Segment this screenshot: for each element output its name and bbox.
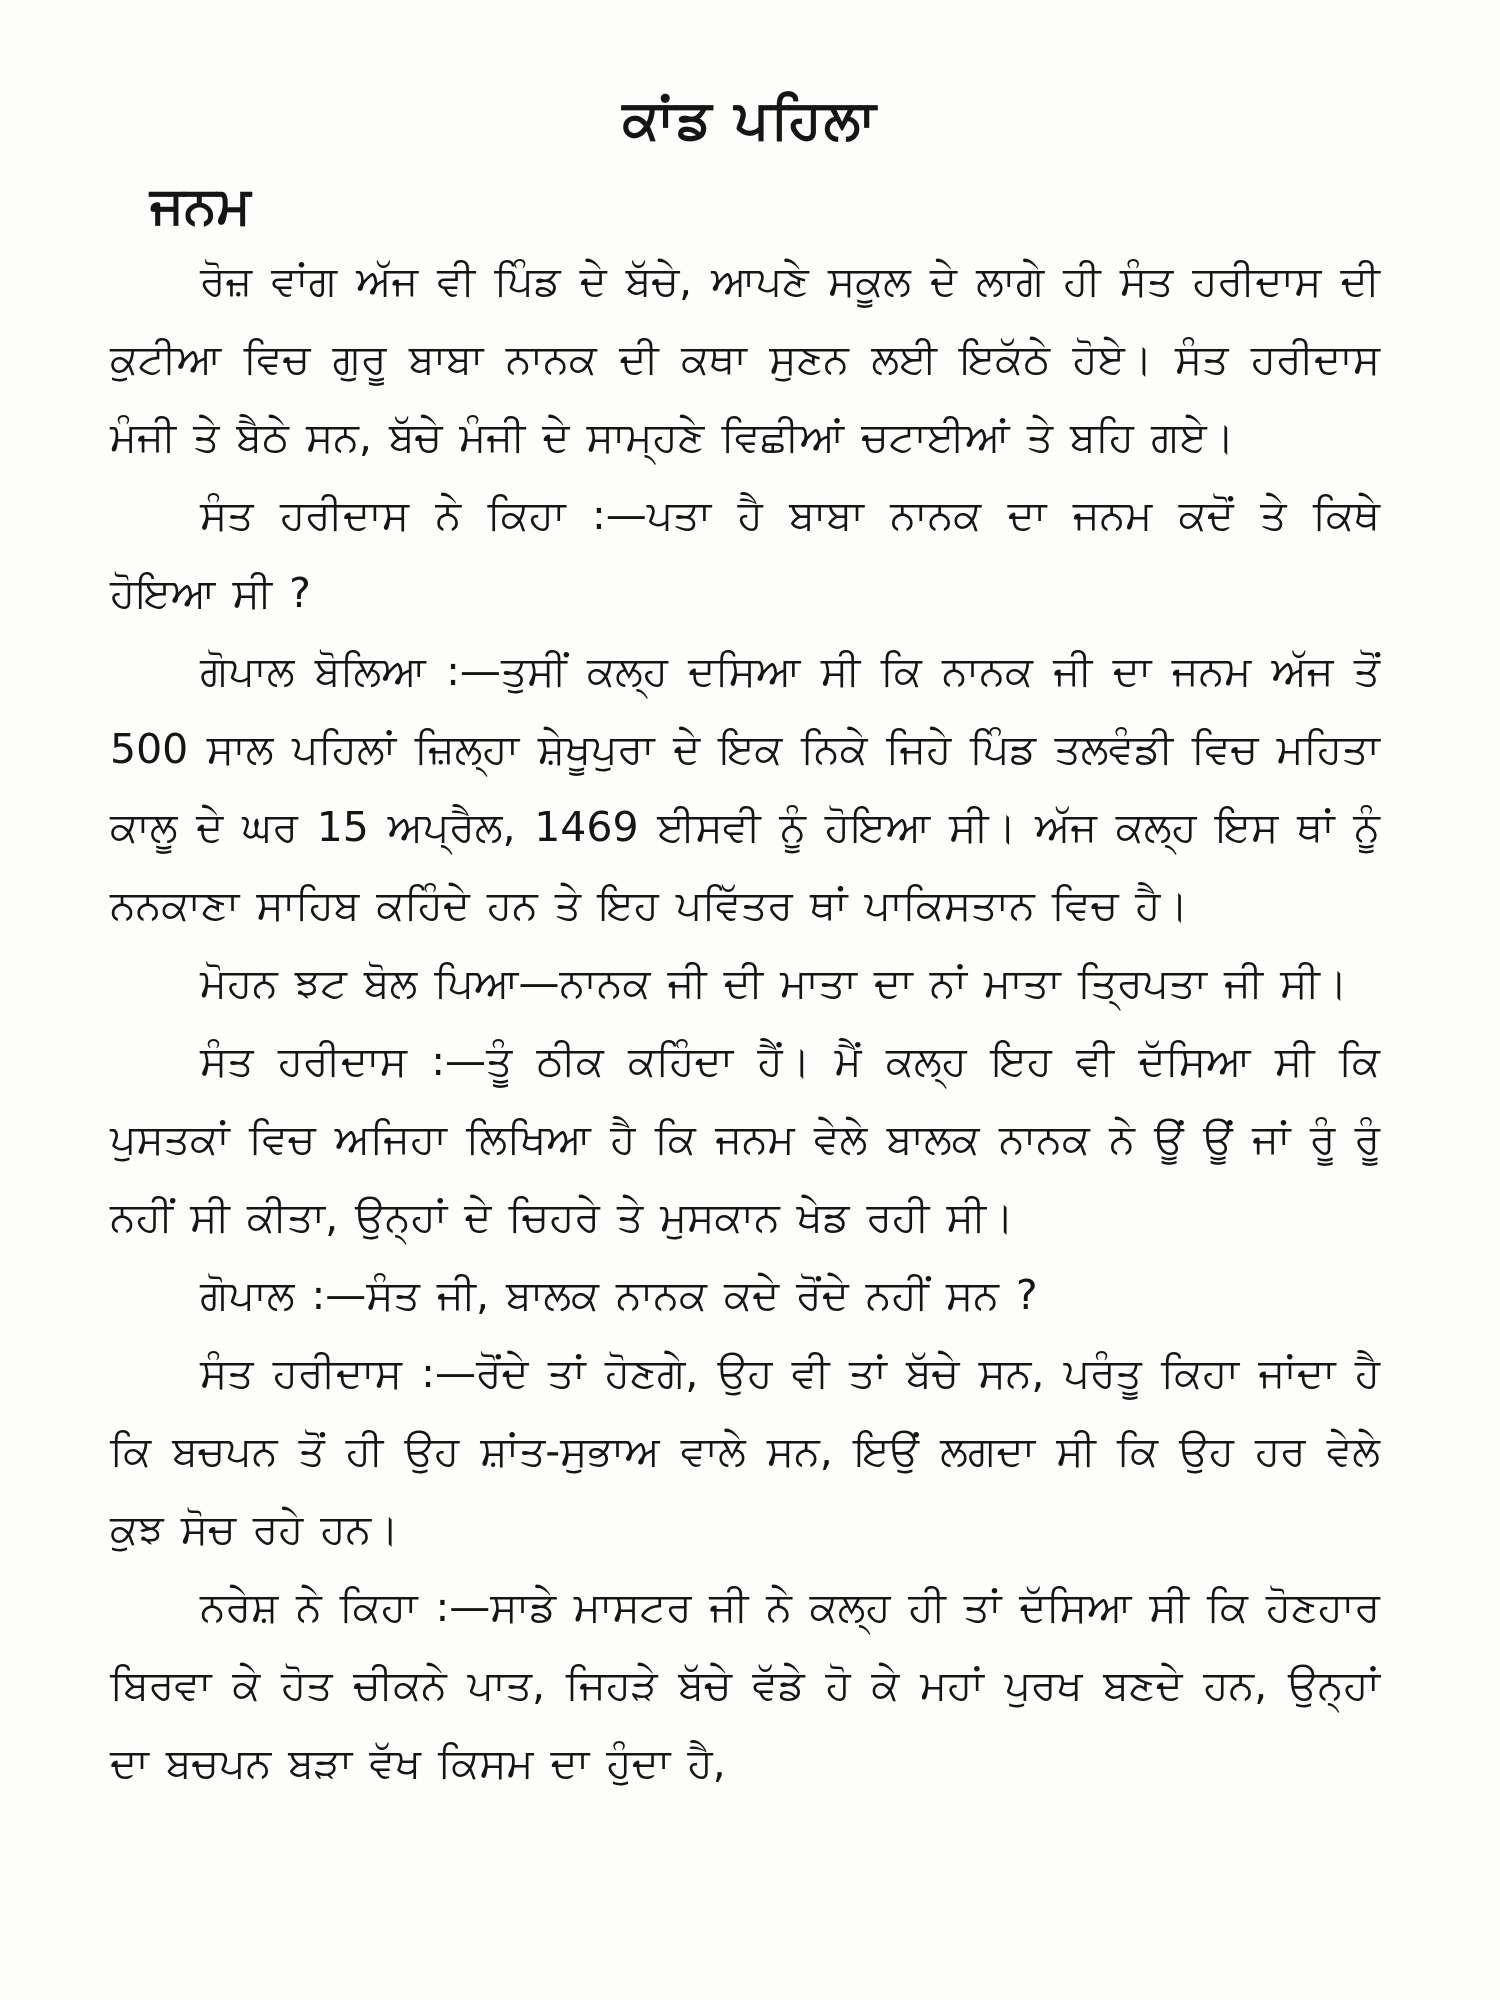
paragraph: ਗੋਪਾਲ :—ਸੰਤ ਜੀ, ਬਾਲਕ ਨਾਨਕ ਕਦੇ ਰੋਂਦੇ ਨਹੀਂ ਸਨ ? — [200, 1271, 1038, 1319]
paragraph: ਗੋਪਾਲ ਬੋਲਿਆ :—ਤੁਸੀਂ ਕਲ੍ਹ ਦਸਿਆ ਸੀ ਕਿ ਨਾਨਕ ਜੀ ਦਾ ਜਨਮ ਅੱਜ ਤੋਂ 500 ਸਾਲ ਪਹਿਲਾਂ ਜ਼ਿਲ੍ਹਾ ਸ਼ੇਖੂਪੁਰਾ ਦੇ ਇਕ ਨਿਕੇ ਜਿਹੇ ਪਿੰਡ ਤਲਵੰਡੀ ਵਿਚ ਮਹਿਤਾ ਕਾਲੂ ਦੇ ਘਰ 15 ਅਪ੍ਰੈਲ, 1469 ਈਸਵੀ ਨੂੰ ਹੋਇਆ ਸੀ। ਅੱਜ ਕਲ੍ਹ ਇਸ ਥਾਂ ਨੂੰ ਨਨਕਾਣਾ ਸਾਹਿਬ ਕਹਿੰਦੇ ਹਨ ਤੇ ਇਹ ਪਵਿੱਤਰ ਥਾਂ ਪਾਕਿਸਤਾਨ ਵਿਚ ਹੈ। — [110, 647, 1380, 929]
paragraph: ਨਰੇਸ਼ ਨੇ ਕਿਹਾ :—ਸਾਡੇ ਮਾਸਟਰ ਜੀ ਨੇ ਕਲ੍ਹ ਹੀ ਤਾਂ ਦੱਸਿਆ ਸੀ ਕਿ ਹੋਣਹਾਰ ਬਿਰਵਾ ਕੇ ਹੋਤ ਚੀਕਨੇ ਪਾਤ, ਜਿਹੜੇ ਬੱਚੇ ਵੱਡੇ ਹੋ ਕੇ ਮਹਾਂ ਪੁਰਖ ਬਣਦੇ ਹਨ, ਉਨ੍ਹਾਂ ਦਾ ਬਚਪਨ ਬੜਾ ਵੱਖ ਕਿਸਮ ਦਾ ਹੁੰਦਾ ਹੈ, — [110, 1583, 1380, 1787]
chapter-title: ਕਾਂਡ ਪਹਿਲਾ — [622, 88, 878, 151]
section-heading: ਜਨਮ — [150, 176, 251, 236]
paragraph: ਸੰਤ ਹਰੀਦਾਸ :—ਰੋਂਦੇ ਤਾਂ ਹੋਣਗੇ, ਉਹ ਵੀ ਤਾਂ ਬੱਚੇ ਸਨ, ਪਰੰਤੂ ਕਿਹਾ ਜਾਂਦਾ ਹੈ ਕਿ ਬਚਪਨ ਤੋਂ ਹੀ ਉਹ ਸ਼ਾਂਤ-ਸੁਭਾਅ ਵਾਲੇ ਸਨ, ਇਉਂ ਲਗਦਾ ਸੀ ਕਿ ਉਹ ਹਰ ਵੇਲੇ ਕੁਝ ਸੋਚ ਰਹੇ ਹਨ। — [110, 1349, 1380, 1553]
paragraph: ਮੋਹਨ ਝਟ ਬੋਲ ਪਿਆ—ਨਾਨਕ ਜੀ ਦੀ ਮਾਤਾ ਦਾ ਨਾਂ ਮਾਤਾ ਤ੍ਰਿਪਤਾ ਜੀ ਸੀ। — [200, 959, 1348, 1007]
paragraph: ਰੋਜ਼ ਵਾਂਗ ਅੱਜ ਵੀ ਪਿੰਡ ਦੇ ਬੱਚੇ, ਆਪਣੇ ਸਕੂਲ ਦੇ ਲਾਗੇ ਹੀ ਸੰਤ ਹਰੀਦਾਸ ਦੀ ਕੁਟੀਆ ਵਿਚ ਗੁਰੂ ਬਾਬਾ ਨਾਨਕ ਦੀ ਕਥਾ ਸੁਣਨ ਲਈ ਇਕੱਠੇ ਹੋਏ। ਸੰਤ ਹਰੀਦਾਸ ਮੰਜੀ ਤੇ ਬੈਠੇ ਸਨ, ਬੱਚੇ ਮੰਜੀ ਦੇ ਸਾਮ੍ਹਣੇ ਵਿਛੀਆਂ ਚਟਾਈਆਂ ਤੇ ਬਹਿ ਗਏ। — [110, 257, 1380, 461]
paragraph: ਸੰਤ ਹਰੀਦਾਸ ਨੇ ਕਿਹਾ :—ਪਤਾ ਹੈ ਬਾਬਾ ਨਾਨਕ ਦਾ ਜਨਮ ਕਦੋਂ ਤੇ ਕਿਥੇ ਹੋਇਆ ਸੀ ? — [110, 491, 1380, 617]
paragraph: ਸੰਤ ਹਰੀਦਾਸ :—ਤੂੰ ਠੀਕ ਕਹਿੰਦਾ ਹੈਂ। ਮੈਂ ਕਲ੍ਹ ਇਹ ਵੀ ਦੱਸਿਆ ਸੀ ਕਿ ਪੁਸਤਕਾਂ ਵਿਚ ਅਜਿਹਾ ਲਿਖਿਆ ਹੈ ਕਿ ਜਨਮ ਵੇਲੇ ਬਾਲਕ ਨਾਨਕ ਨੇ ਊਂ ਊਂ ਜਾਂ ਰੂੰ ਰੂੰ ਨਹੀਂ ਸੀ ਕੀਤਾ, ਉਨ੍ਹਾਂ ਦੇ ਚਿਹਰੇ ਤੇ ਮੁਸਕਾਨ ਖੇਡ ਰਹੀ ਸੀ। — [110, 1037, 1380, 1241]
body-text — [110, 242, 1380, 1802]
